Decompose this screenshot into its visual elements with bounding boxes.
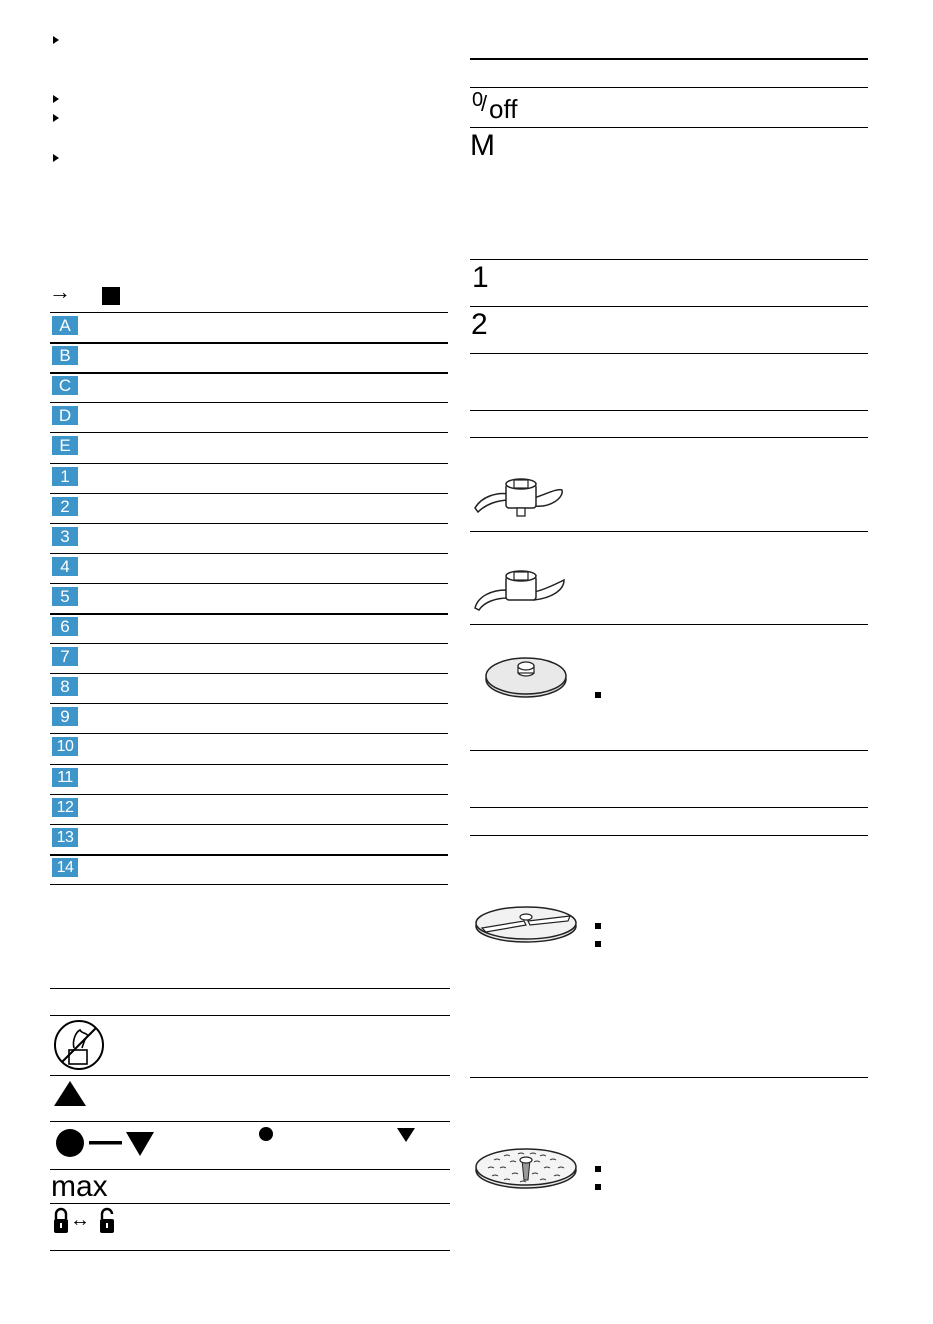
row-divider bbox=[50, 854, 448, 856]
list-square bbox=[595, 692, 601, 698]
row-divider bbox=[50, 402, 448, 403]
row-divider bbox=[50, 764, 448, 765]
part-label-9: 9 bbox=[52, 707, 78, 726]
lock-icon bbox=[53, 1206, 69, 1234]
speed-2-symbol: 2 bbox=[471, 308, 488, 341]
dot-icon bbox=[258, 1126, 274, 1142]
universal-blade-icon bbox=[472, 474, 568, 522]
row-divider bbox=[50, 493, 448, 494]
part-label-4: 4 bbox=[52, 557, 78, 576]
part-label-14: 14 bbox=[52, 858, 78, 877]
list-square bbox=[595, 1166, 601, 1172]
circle-to-triangle-icon bbox=[55, 1128, 155, 1158]
row-divider bbox=[50, 463, 448, 464]
part-label-a: A bbox=[52, 316, 78, 335]
row-divider bbox=[50, 643, 448, 644]
bullet-marker bbox=[53, 36, 59, 44]
max-symbol: max bbox=[51, 1170, 108, 1203]
part-label-3: 3 bbox=[52, 527, 78, 546]
grating-disc-icon bbox=[474, 1146, 578, 1190]
row-divider bbox=[50, 733, 448, 734]
arrow-icon: → bbox=[49, 279, 71, 304]
part-label-6: 6 bbox=[52, 617, 78, 636]
bullet-marker bbox=[53, 114, 59, 122]
row-divider bbox=[50, 553, 448, 554]
row-divider bbox=[50, 432, 448, 433]
part-label-b: B bbox=[52, 346, 78, 365]
bullet-marker bbox=[53, 154, 59, 162]
list-square bbox=[595, 1184, 601, 1190]
part-label-c: C bbox=[52, 376, 78, 395]
down-triangle-icon bbox=[396, 1127, 416, 1143]
part-label-7: 7 bbox=[52, 647, 78, 666]
disc-carrier-icon bbox=[484, 655, 568, 699]
part-label-d: D bbox=[52, 406, 78, 425]
row-divider bbox=[50, 794, 448, 795]
part-label-5: 5 bbox=[52, 587, 78, 606]
part-label-8: 8 bbox=[52, 677, 78, 696]
part-label-1: 1 bbox=[52, 467, 78, 486]
list-square bbox=[595, 941, 601, 947]
row-divider bbox=[50, 523, 448, 524]
off-zero: 0 bbox=[472, 89, 484, 111]
row-divider bbox=[50, 342, 448, 344]
row-divider bbox=[50, 613, 448, 615]
kneading-tool-icon bbox=[472, 568, 568, 612]
row-divider bbox=[50, 824, 448, 825]
no-hand-icon bbox=[52, 1018, 106, 1072]
part-label-13: 13 bbox=[52, 828, 78, 847]
bullet-marker bbox=[53, 95, 59, 103]
row-divider bbox=[50, 673, 448, 674]
row-divider bbox=[50, 583, 448, 584]
row-divider bbox=[50, 884, 448, 885]
part-label-12: 12 bbox=[52, 798, 78, 817]
off-text: off bbox=[489, 94, 518, 124]
part-label-2: 2 bbox=[52, 497, 78, 516]
warning-triangle-icon bbox=[53, 1080, 87, 1107]
list-square bbox=[595, 923, 601, 929]
off-slash: / bbox=[481, 91, 488, 116]
part-label-e: E bbox=[52, 436, 78, 455]
unlock-icon bbox=[99, 1206, 115, 1234]
pulse-symbol: M bbox=[470, 129, 495, 162]
slicing-disc-icon bbox=[474, 904, 578, 944]
lock-unlock-arrow: ↔ bbox=[70, 1209, 90, 1231]
row-divider bbox=[50, 372, 448, 374]
part-label-10: 10 bbox=[52, 737, 78, 756]
part-label-11: 11 bbox=[52, 768, 78, 787]
row-divider bbox=[50, 703, 448, 704]
black-square-icon bbox=[102, 287, 120, 305]
speed-1-symbol: 1 bbox=[472, 261, 489, 294]
